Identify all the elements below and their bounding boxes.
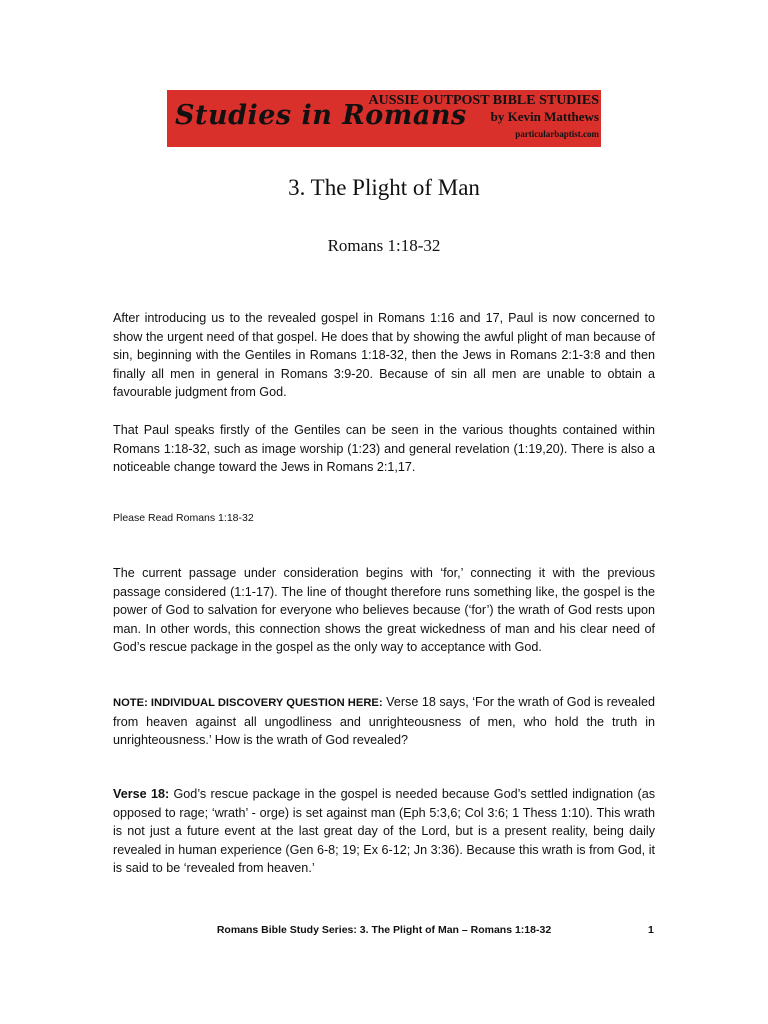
discovery-question [113,693,655,750]
page-footer: Romans Bible Study Series: 3. The Plight of Man – Romans 1:18-32 [216,924,552,936]
passage-paragraph: The current passage under consideration begins with ‘for,’ connecting it with the previous passage considered (1:1-17). The line of thought therefore runs something like, the gospel is the power of God to salvation for everyone who believes because (‘for’) the wrath of God rests upon man. In other words, this connection shows the great wickedness of man and his clear need of God’s rescue package in the gospel as the only way to acceptance with God. [113,566,655,655]
banner-series-title: AUSSIE OUTPOST BIBLE STUDIES [368,93,599,108]
banner-script-title: Studies in Romans [175,100,467,131]
verse-18-text: God’s rescue package in the gospel is needed because God’s settled indignation (as opposed to rage; ‘wrath’ - orge) is set against man (Eph 5:3,6; Col 3:6; 1 Thess 1:10). This wrath is not just a future event at the last great day of the Lord, but is a present reality, being daily revealed in human experience (Gen 6-8; 19; Ex 6-12; Jn 3:36). Because this wrath is from God, it is said to be ‘revealed from heaven.’ [113,787,655,876]
page-subtitle: Romans 1:18-32 [327,236,441,255]
banner-url: particularbaptist.com [515,129,599,139]
header-banner [167,90,601,147]
page-number: 1 [648,924,654,936]
page-title: 3. The Plight of Man [288,175,480,200]
verse-18-paragraph [113,785,655,878]
banner-author: by Kevin Matthews [490,109,599,124]
verse-18-label: Verse 18: [113,787,170,801]
discovery-question-text: Verse 18 says, ‘For the wrath of God is revealed from heaven against all ungodliness and unrighteousness of men, who hold the truth in unrighteousness.’ How is the wrath of God revealed? [113,695,655,748]
discovery-question-label: NOTE: INDIVIDUAL DISCOVERY QUESTION HERE: [113,697,383,709]
gentiles-paragraph: That Paul speaks firstly of the Gentiles can be seen in the various thoughts contained within Romans 1:18-32, such as image worship (1:23) and general revelation (1:19,20). There is also a noticeable change toward the Jews in Romans 2:1,17. [113,423,655,475]
read-instruction: Please Read Romans 1:18-32 [113,512,254,524]
intro-paragraph: After introducing us to the revealed gospel in Romans 1:16 and 17, Paul is now concerned to show the urgent need of that gospel. He does that by showing the awful plight of man because of sin, beginning with the Gentiles in Romans 1:18-32, then the Jews in Romans 2:1-3:8 and then finally all men in general in Romans 3:9-20. Because of sin all men are unable to obtain a favourable judgment from God. [113,311,655,400]
